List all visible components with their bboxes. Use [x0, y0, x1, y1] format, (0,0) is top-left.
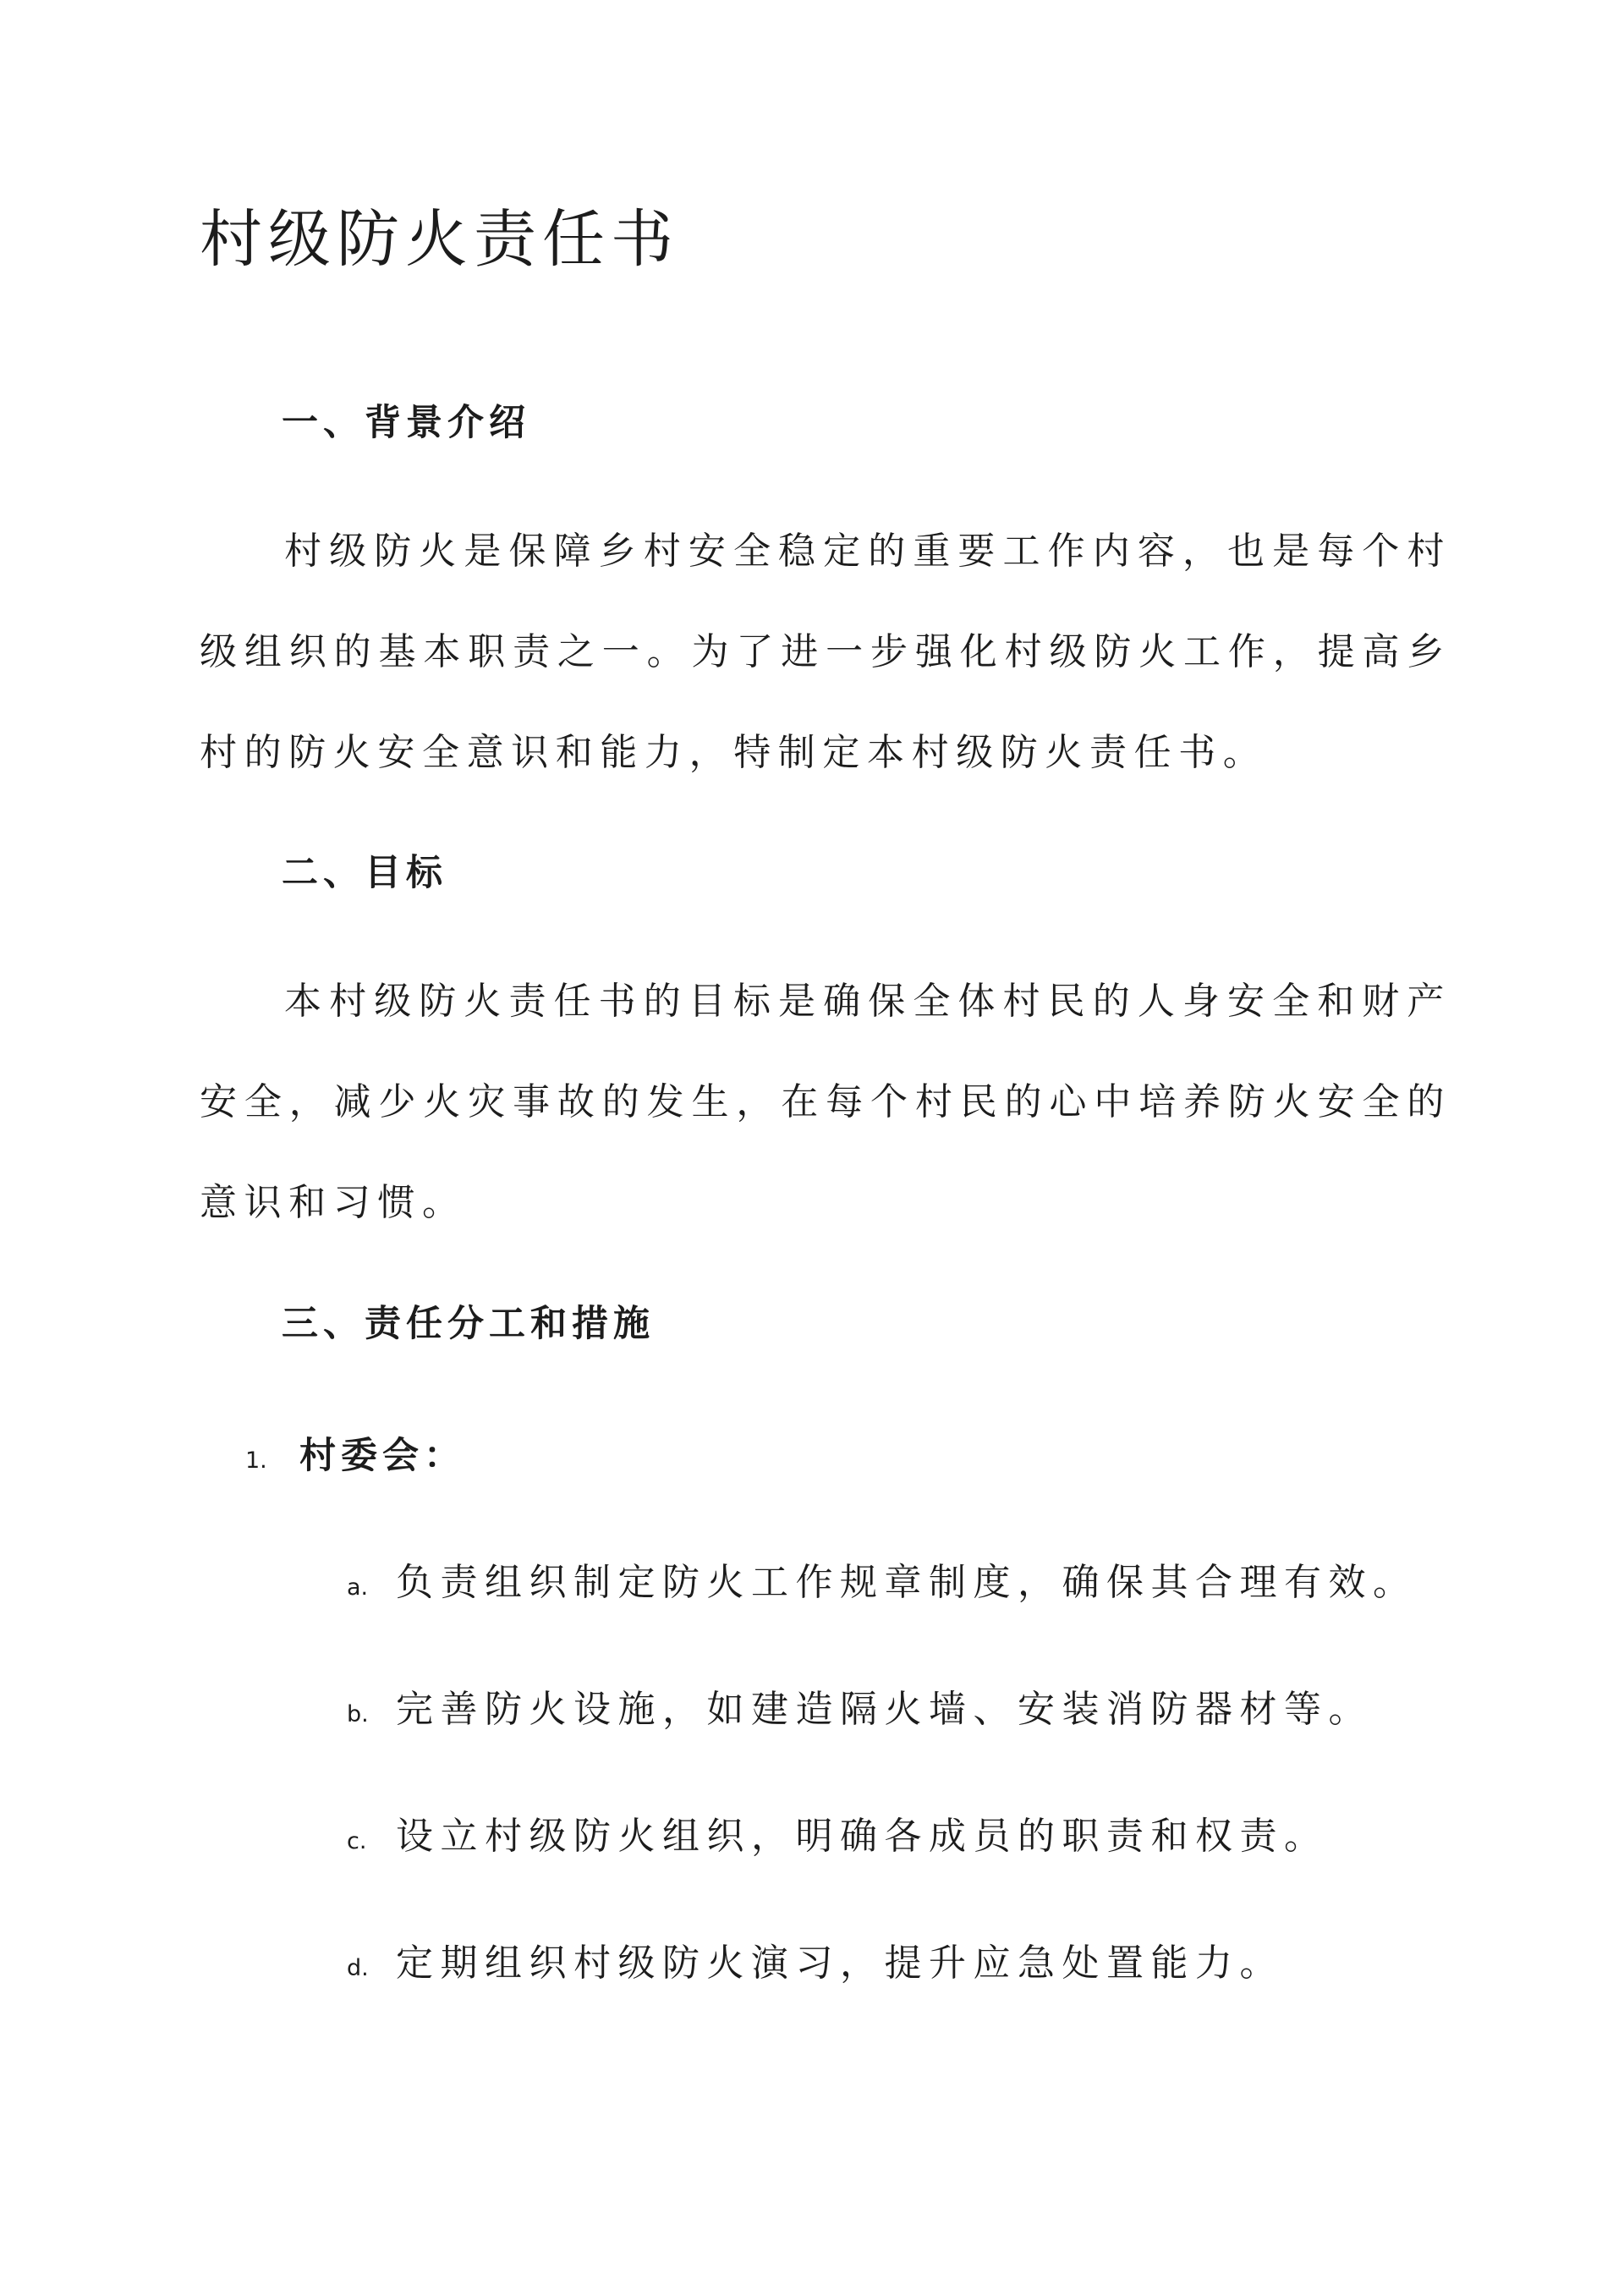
sub-item-b	[347, 1680, 1373, 1739]
sub-item-text: 定期组织村级防火演习，提升应急处置能力。	[396, 1942, 1284, 1985]
sub-item-letter: d.	[347, 1955, 369, 1981]
sub-item-a	[347, 1553, 1418, 1612]
sub-item-text: 设立村级防火组织，明确各成员的职责和权责。	[396, 1815, 1329, 1858]
sub-item-text: 负责组织制定防火工作规章制度，确保其合理有效。	[396, 1561, 1418, 1604]
sub-item-letter: a.	[347, 1574, 369, 1601]
section-paragraph-background: 村级防火是保障乡村安全稳定的重要工作内容，也是每个村级组织的基本职责之一。为了进一步强化村级防火工作，提高乡村的防火安全意识和能力，特制定本村级防火责任书。	[200, 530, 1451, 774]
sub-item-letter: c.	[347, 1828, 367, 1854]
document-title: 村级防火责任书	[200, 203, 679, 276]
list-label: 村委会：	[299, 1435, 465, 1477]
section-heading-goal: 二、目标	[282, 852, 447, 894]
sub-item-d	[347, 1934, 1284, 1993]
sub-item-c	[347, 1807, 1329, 1866]
section-heading-background: 一、背景介绍	[282, 402, 530, 444]
list-number: 1.	[245, 1447, 267, 1474]
section-paragraph-goal: 本村级防火责任书的目标是确保全体村民的人身安全和财产安全，减少火灾事故的发生，在每个村民的心中培养防火安全的意识和习惯。	[200, 980, 1451, 1224]
sub-item-letter: b.	[347, 1701, 369, 1727]
section-heading-responsibilities: 三、责任分工和措施	[282, 1303, 655, 1345]
sub-item-text: 完善防火设施，如建造隔火墙、安装消防器材等。	[396, 1688, 1373, 1731]
list-item-village-committee	[245, 1426, 465, 1486]
